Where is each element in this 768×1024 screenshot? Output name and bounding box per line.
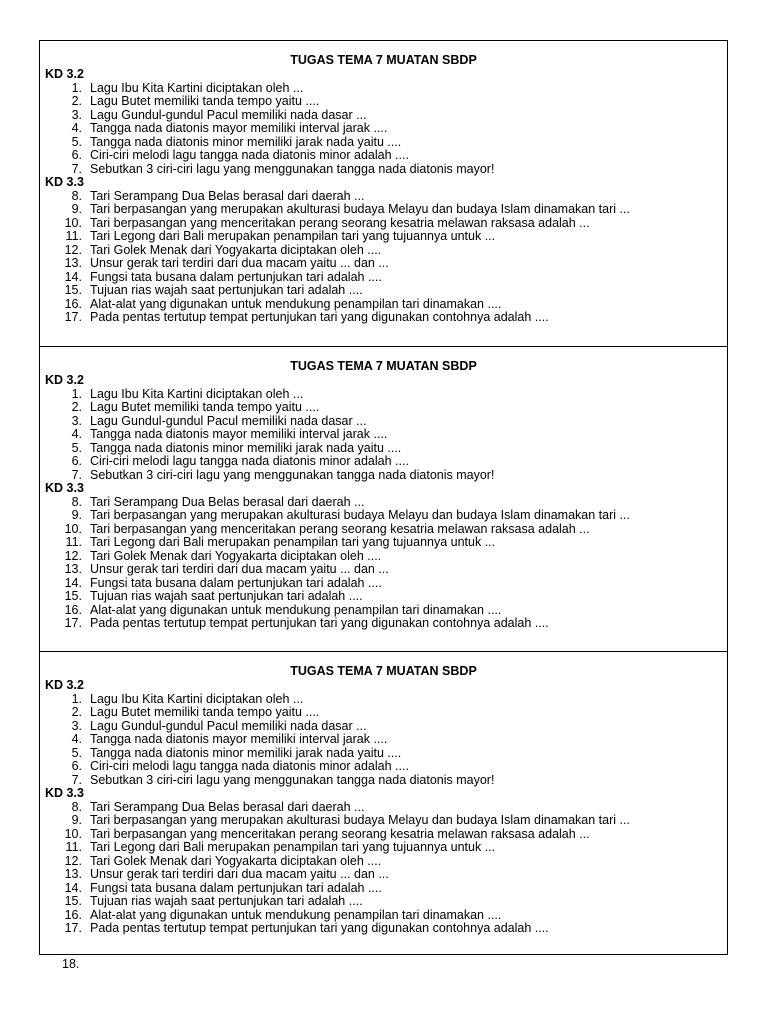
question-item [45,230,723,244]
question-text: Tujuan rias wajah saat pertunjukan tari adalah .... [90,589,363,603]
question-number: 8. [71,799,82,814]
question-item [45,109,723,123]
question-number: 7. [71,467,82,482]
question-text: Tangga nada diatonis minor memiliki jarak nada yaitu .... [90,440,402,455]
assignment-block [40,41,727,346]
assignment-block [40,651,727,954]
question-item [45,523,723,537]
question-item [45,149,723,163]
question-item [45,82,723,96]
question-item [45,428,723,442]
question-item [45,895,723,909]
question-number: 6. [71,759,82,773]
question-item [45,550,723,564]
question-item [45,257,723,271]
question-text: Tangga nada diatonis minor memiliki jarak nada yaitu .... [90,134,402,149]
question-item [45,163,723,177]
question-number: 15. [64,283,82,297]
question-text: Alat-alat yang digunakan untuk mendukung penampilan tari dinamakan .... [90,296,502,311]
question-text: Tangga nada diatonis minor memiliki jarak nada yaitu .... [90,745,402,760]
question-item [45,747,723,761]
question-text: Tari berpasangan yang menceritakan perang seorang kesatria melawan raksasa adalah ... [90,521,590,536]
question-text: Lagu Gundul-gundul Pacul memiliki nada dasar ... [90,413,367,428]
question-number: 5. [71,745,82,760]
question-number: 10. [64,521,82,536]
question-number: 11. [65,535,82,549]
assignment-block [40,346,727,651]
question-text: Lagu Butet memiliki tanda tempo yaitu .... [90,94,320,108]
question-item [45,774,723,788]
question-item [45,284,723,298]
question-item [45,509,723,523]
kd-heading: KD 3.2 [45,67,84,81]
question-text: Tangga nada diatonis mayor memiliki interval jarak .... [90,427,388,441]
question-number: 12. [64,548,82,563]
trailing-question-number: 18. [62,957,80,971]
question-text: Sebutkan 3 ciri-ciri lagu yang menggunakan tangga nada diatonis mayor! [90,772,495,787]
question-text: Ciri-ciri melodi lagu tangga nada diatonis minor adalah .... [90,148,409,162]
question-text: Unsur gerak tari terdiri dari dua macam yaitu ... dan ... [90,256,389,270]
question-number: 16. [64,602,82,617]
question-number: 1. [71,80,82,95]
question-item [45,604,723,618]
question-number: 3. [71,718,82,733]
question-number: 11. [65,229,82,243]
question-number: 1. [71,691,82,706]
question-item [45,868,723,882]
question-text: Sebutkan 3 ciri-ciri lagu yang menggunakan tangga nada diatonis mayor! [90,161,495,176]
question-text: Tujuan rias wajah saat pertunjukan tari adalah .... [90,283,363,297]
question-item [45,271,723,285]
kd-heading: KD 3.3 [45,175,84,189]
assignment-content [45,68,723,325]
question-item [45,760,723,774]
question-number: 10. [64,826,82,841]
question-text: Pada pentas tertutup tempat pertunjukan tari yang digunakan contohnya adalah .... [90,616,549,630]
kd-heading: KD 3.2 [45,678,84,692]
question-number: 4. [71,121,82,135]
question-number: 9. [71,813,82,827]
question-text: Tari Golek Menak dari Yogyakarta diciptakan oleh .... [90,548,382,563]
question-number: 5. [71,440,82,455]
question-number: 4. [71,732,82,746]
question-item [45,415,723,429]
question-number: 15. [64,894,82,908]
question-text: Lagu Butet memiliki tanda tempo yaitu .... [90,400,320,414]
question-item [45,311,723,325]
question-number: 17. [64,310,82,324]
question-item [45,442,723,456]
assignment-content [45,374,723,631]
question-item [45,95,723,109]
question-number: 17. [64,921,82,935]
question-text: Tari Serampang Dua Belas berasal dari daerah ... [90,188,365,203]
question-item [45,720,723,734]
question-item [45,909,723,923]
question-number: 12. [64,853,82,868]
question-number: 10. [64,215,82,230]
question-text: Tangga nada diatonis mayor memiliki interval jarak .... [90,732,388,746]
question-item [45,401,723,415]
question-text: Pada pentas tertutup tempat pertunjukan tari yang digunakan contohnya adalah .... [90,921,549,935]
question-number: 16. [64,907,82,922]
question-text: Unsur gerak tari terdiri dari dua macam yaitu ... dan ... [90,562,389,576]
question-item [45,203,723,217]
question-list [45,496,723,631]
question-item [45,217,723,231]
question-text: Tari berpasangan yang merupakan akulturasi budaya Melayu dan budaya Islam dinamakan tari ... [90,813,630,827]
kd-heading: KD 3.3 [45,481,84,495]
question-item [45,882,723,896]
question-text: Fungsi tata busana dalam pertunjukan tari adalah .... [90,880,382,895]
question-text: Ciri-ciri melodi lagu tangga nada diatonis minor adalah .... [90,454,409,468]
question-text: Tari Serampang Dua Belas berasal dari daerah ... [90,799,365,814]
question-text: Pada pentas tertutup tempat pertunjukan tari yang digunakan contohnya adalah .... [90,310,549,324]
question-text: Tari berpasangan yang merupakan akulturasi budaya Melayu dan budaya Islam dinamakan tari ... [90,508,630,522]
question-text: Lagu Butet memiliki tanda tempo yaitu .... [90,705,320,719]
question-item [45,801,723,815]
question-text: Tari Legong dari Bali merupakan penampilan tari yang tujuannya untuk ... [90,535,496,549]
question-number: 15. [64,589,82,603]
question-item [45,496,723,510]
question-text: Tari Golek Menak dari Yogyakarta diciptakan oleh .... [90,242,382,257]
question-item [45,469,723,483]
question-number: 9. [71,202,82,216]
question-number: 16. [64,296,82,311]
question-number: 3. [71,413,82,428]
question-text: Lagu Gundul-gundul Pacul memiliki nada dasar ... [90,718,367,733]
question-text: Tari berpasangan yang menceritakan perang seorang kesatria melawan raksasa adalah ... [90,215,590,230]
question-number: 8. [71,494,82,509]
question-number: 1. [71,386,82,401]
question-item [45,693,723,707]
question-item [45,922,723,936]
question-item [45,577,723,591]
assignment-title: TUGAS TEMA 7 MUATAN SBDP [290,53,477,67]
question-text: Fungsi tata busana dalam pertunjukan tari adalah .... [90,575,382,590]
question-item [45,455,723,469]
question-list [45,801,723,936]
question-text: Alat-alat yang digunakan untuk mendukung penampilan tari dinamakan .... [90,907,502,922]
question-item [45,388,723,402]
question-number: 2. [71,94,82,108]
question-number: 14. [64,269,82,284]
question-number: 9. [71,508,82,522]
question-text: Tari Legong dari Bali merupakan penampilan tari yang tujuannya untuk ... [90,840,496,854]
question-text: Tujuan rias wajah saat pertunjukan tari adalah .... [90,894,363,908]
question-list [45,693,723,788]
question-item [45,814,723,828]
question-item [45,136,723,150]
kd-heading: KD 3.2 [45,373,84,387]
question-number: 11. [65,840,82,854]
question-number: 7. [71,772,82,787]
question-number: 2. [71,705,82,719]
question-number: 7. [71,161,82,176]
question-item [45,733,723,747]
question-text: Tari Legong dari Bali merupakan penampilan tari yang tujuannya untuk ... [90,229,496,243]
assignment-content [45,679,723,936]
question-list [45,190,723,325]
question-item [45,190,723,204]
question-text: Ciri-ciri melodi lagu tangga nada diatonis minor adalah .... [90,759,409,773]
question-number: 8. [71,188,82,203]
question-list [45,388,723,483]
question-text: Unsur gerak tari terdiri dari dua macam yaitu ... dan ... [90,867,389,881]
question-item [45,706,723,720]
question-item [45,855,723,869]
question-text: Tangga nada diatonis mayor memiliki interval jarak .... [90,121,388,135]
question-list [45,82,723,177]
assignment-title: TUGAS TEMA 7 MUATAN SBDP [290,664,477,678]
question-text: Tari berpasangan yang menceritakan perang seorang kesatria melawan raksasa adalah ... [90,826,590,841]
kd-heading: KD 3.3 [45,786,84,800]
question-text: Lagu Ibu Kita Kartini diciptakan oleh ... [90,386,304,401]
assignment-title: TUGAS TEMA 7 MUATAN SBDP [290,359,477,373]
question-number: 14. [64,575,82,590]
question-text: Tari berpasangan yang merupakan akulturasi budaya Melayu dan budaya Islam dinamakan tari ... [90,202,630,216]
question-text: Tari Golek Menak dari Yogyakarta diciptakan oleh .... [90,853,382,868]
question-number: 12. [64,242,82,257]
question-item [45,617,723,631]
question-text: Lagu Gundul-gundul Pacul memiliki nada dasar ... [90,107,367,122]
question-item [45,590,723,604]
question-text: Fungsi tata busana dalam pertunjukan tari adalah .... [90,269,382,284]
question-item [45,563,723,577]
question-number: 5. [71,134,82,149]
worksheet-table [39,40,728,955]
question-text: Alat-alat yang digunakan untuk mendukung penampilan tari dinamakan .... [90,602,502,617]
question-item [45,298,723,312]
question-item [45,841,723,855]
question-text: Sebutkan 3 ciri-ciri lagu yang menggunakan tangga nada diatonis mayor! [90,467,495,482]
question-number: 2. [71,400,82,414]
question-number: 13. [64,256,82,270]
question-number: 3. [71,107,82,122]
question-item [45,828,723,842]
question-number: 13. [64,867,82,881]
question-text: Lagu Ibu Kita Kartini diciptakan oleh ... [90,691,304,706]
question-number: 6. [71,148,82,162]
question-text: Tari Serampang Dua Belas berasal dari daerah ... [90,494,365,509]
question-number: 4. [71,427,82,441]
question-item [45,122,723,136]
question-text: Lagu Ibu Kita Kartini diciptakan oleh ... [90,80,304,95]
question-number: 17. [64,616,82,630]
question-number: 14. [64,880,82,895]
question-number: 13. [64,562,82,576]
question-number: 6. [71,454,82,468]
question-item [45,244,723,258]
question-item [45,536,723,550]
